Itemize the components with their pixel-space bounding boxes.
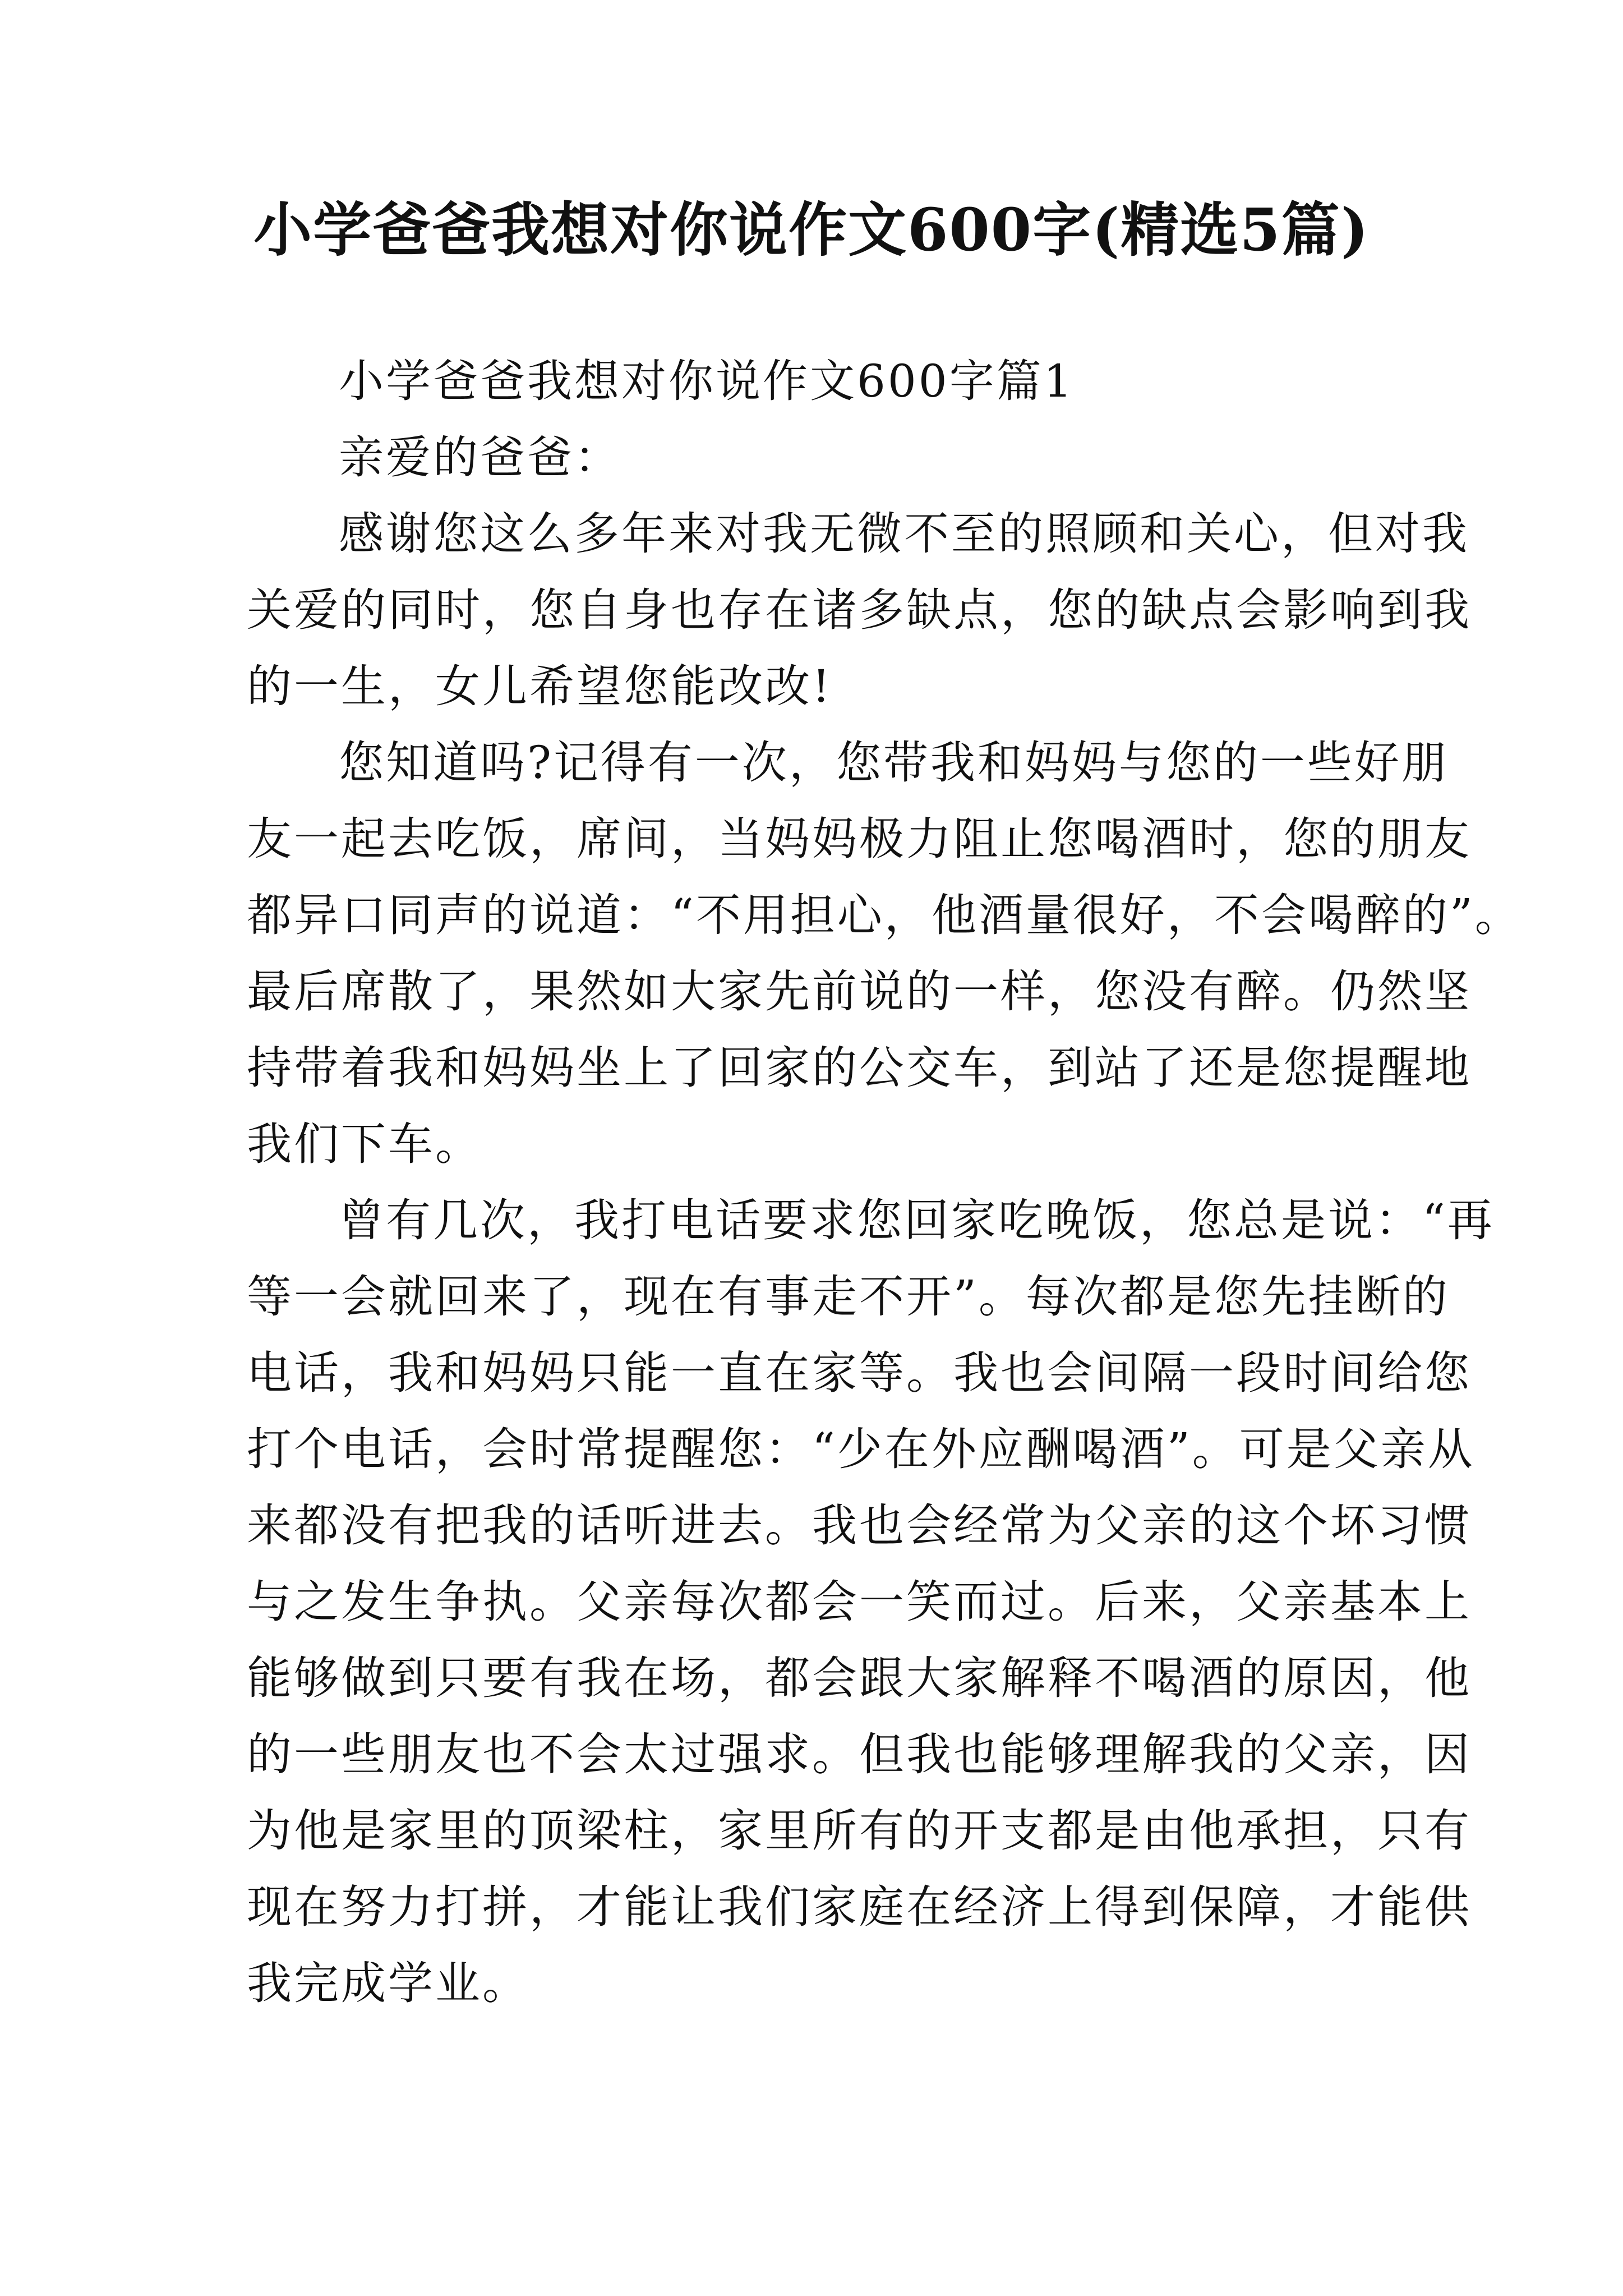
text-line: 我们下车。 bbox=[247, 1118, 482, 1170]
text-line: 的一生，女儿希望您能改改! bbox=[247, 660, 833, 712]
document-body bbox=[247, 343, 1522, 2022]
text-line: 打个电话，会时常提醒您：“少在外应酬喝酒”。可是父亲从 bbox=[247, 1423, 1475, 1475]
text-line: 友一起去吃饭，席间，当妈妈极力阻止您喝酒时，您的朋友 bbox=[247, 813, 1472, 865]
document-title: 小学爸爸我想对你说作文600字(精选5篇) bbox=[253, 195, 1370, 264]
text-line: 来都没有把我的话听进去。我也会经常为父亲的这个坏习惯 bbox=[247, 1499, 1472, 1552]
text-line: 持带着我和妈妈坐上了回家的公交车，到站了还是您提醒地 bbox=[247, 1042, 1472, 1094]
text-line: 电话，我和妈妈只能一直在家等。我也会间隔一段时间给您 bbox=[247, 1347, 1472, 1399]
text-line: 您知道吗?记得有一次，您带我和妈妈与您的一些好朋 bbox=[339, 737, 1449, 789]
text-line: 最后席散了，果然如大家先前说的一样，您没有醉。仍然坚 bbox=[247, 965, 1472, 1018]
text-line: 等一会就回来了，现在有事走不开”。每次都是您先挂断的 bbox=[247, 1271, 1450, 1323]
text-line: 为他是家里的顶梁柱，家里所有的开支都是由他承担，只有 bbox=[247, 1805, 1472, 1857]
text-line: 能够做到只要有我在场，都会跟大家解释不喝酒的原因，他 bbox=[247, 1652, 1472, 1704]
text-line: 都异口同声的说道：“不用担心，他酒量很好，不会喝醉的”。 bbox=[247, 889, 1522, 941]
text-line: 亲爱的爸爸： bbox=[339, 431, 621, 484]
text-line: 小学爸爸我想对你说作文600字篇1 bbox=[339, 355, 1075, 407]
text-line: 与之发生争执。父亲每次都会一笑而过。后来，父亲基本上 bbox=[247, 1576, 1472, 1628]
text-line: 曾有几次，我打电话要求您回家吃晚饭，您总是说：“再 bbox=[339, 1194, 1495, 1246]
text-line: 的一些朋友也不会太过强求。但我也能够理解我的父亲，因 bbox=[247, 1728, 1472, 1780]
text-line: 关爱的同时，您自身也存在诸多缺点，您的缺点会影响到我 bbox=[247, 584, 1472, 636]
text-line: 现在努力打拼，才能让我们家庭在经济上得到保障，才能供 bbox=[247, 1881, 1472, 1933]
text-line: 我完成学业。 bbox=[247, 1957, 529, 2009]
text-line: 感谢您这么多年来对我无微不至的照顾和关心，但对我 bbox=[339, 508, 1469, 560]
